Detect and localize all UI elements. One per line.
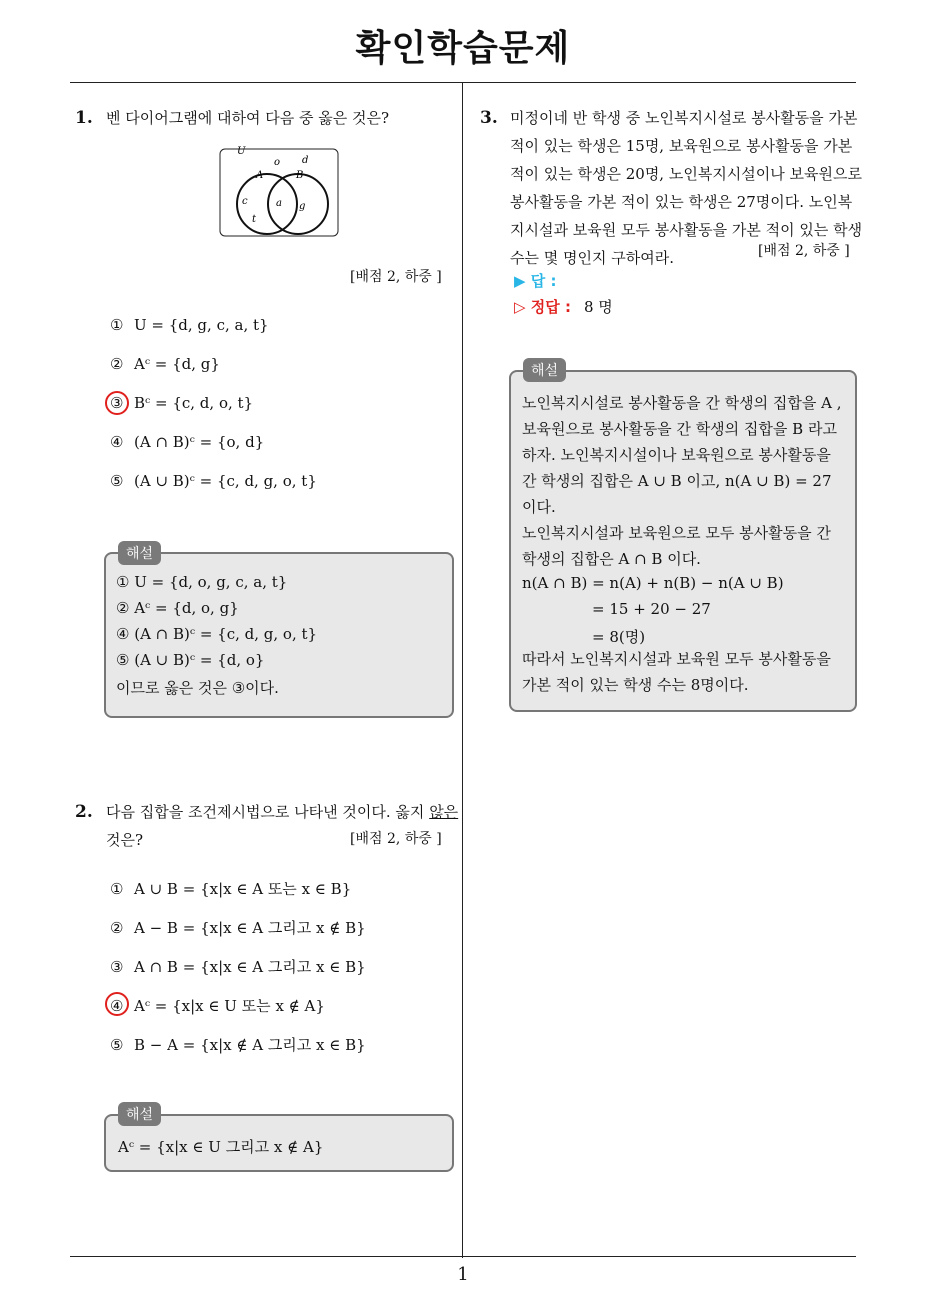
q1-choice-2[interactable] [110,355,220,373]
choice-text: A − B = {x|x ∈ A 그리고 x ∉ B} [134,919,366,937]
choice-number: ① [110,316,124,334]
q1-choice-4[interactable] [110,433,264,451]
venn-label-a-set: A [256,170,264,181]
choice-number: ② [110,355,124,373]
q2-text-line2: 것은? [106,831,144,849]
q3-explanation-line: 이다. [522,498,556,516]
q2-explanation-tag: 해설 [118,1102,161,1126]
q3-explanation-line: 하자. 노인복지시설이나 보육원으로 봉사활동을 [522,446,831,464]
choice-number: ① [110,880,124,898]
q3-score: [배점 2, 하중 ] [758,243,850,259]
q3-text-line: 수는 몇 명인지 구하여라. [510,249,674,267]
venn-label-u: U [237,146,246,157]
page-number: 1 [457,1264,469,1285]
q1-explanation-line: ① U = {d, o, g, c, a, t} [116,573,288,591]
q3-text-line: 적이 있는 학생은 15명, 보육원으로 봉사활동을 가본 [510,137,853,155]
q1-explanation-line: ② Aᶜ = {d, o, g} [116,599,239,617]
choice-number: ⑤ [110,472,124,490]
choice-text: B − A = {x|x ∉ A 그리고 x ∈ B} [134,1036,366,1054]
q3-text-line: 미정이네 반 학생 중 노인복지시설로 봉사활동을 가본 [510,109,858,127]
q1-text: 벤 다이어그램에 대하여 다음 중 옳은 것은? [106,109,389,127]
q2-explanation-line: Aᶜ = {x|x ∈ U 그리고 x ∉ A} [118,1138,324,1156]
correct-answer-label: ▷ 정답 : [514,298,571,316]
q2-choice-4[interactable] [110,995,325,1016]
answer-mark-circle [105,391,129,415]
q1-choice-3[interactable] [110,394,253,412]
q1-choice-5[interactable] [110,472,317,490]
q3-explanation-line: 학생의 집합은 A ∩ B 이다. [522,550,701,568]
q1-score: [배점 2, 하중 ] [350,269,442,285]
q3-explanation-line: 노인복지시설과 보육원으로 모두 봉사활동을 간 [522,524,831,542]
q2-choice-2[interactable] [110,917,366,938]
q3-text-line: 적이 있는 학생은 20명, 노인복지시설이나 보육원으로 [510,165,862,183]
q1-explanation-line: 이므로 옳은 것은 ③이다. [116,679,279,697]
answer-input-label[interactable]: ▶ 답 : [514,272,557,290]
choice-text: Bᶜ = {c, d, o, t} [134,394,254,412]
venn-label-b-set: B [296,170,304,181]
footer-rule [70,1256,856,1257]
q3-explanation-line: = 15 + 20 − 27 [592,600,711,618]
q3-explanation-line: n(A ∩ B) = n(A) + n(B) − n(A ∪ B) [522,574,784,592]
venn-label-o: o [274,157,281,168]
q2-number: 2. [75,802,93,822]
venn-label-t: t [252,214,257,225]
q3-explanation-line: 노인복지시설로 봉사활동을 간 학생의 집합을 A , [522,394,842,412]
choice-number: ④ [110,997,124,1015]
venn-label-c: c [242,196,248,207]
choice-number: ③ [110,958,124,976]
q2-score: [배점 2, 하중 ] [350,831,442,847]
choice-text: Aᶜ = {x|x ∈ U 또는 x ∉ A} [134,997,325,1015]
q3-explanation-line: 따라서 노인복지시설과 보육원 모두 봉사활동을 [522,650,831,668]
q3-number: 3. [480,108,498,128]
venn-diagram [219,146,341,238]
q2-text-part: 다음 집합을 조건제시법으로 나타낸 것이다. 옳지 [106,803,430,821]
answer-mark-circle [105,992,129,1016]
q2-choice-1[interactable] [110,878,351,899]
header-rule [70,82,856,83]
choice-number: ④ [110,433,124,451]
q3-explanation-line: 보육원으로 봉사활동을 간 학생의 집합을 B 라고 [522,420,837,438]
choice-text: A ∩ B = {x|x ∈ A 그리고 x ∈ B} [134,958,366,976]
q1-number: 1. [75,108,93,128]
q2-choice-5[interactable] [110,1034,366,1055]
venn-label-d: d [302,155,309,166]
venn-label-a: a [276,198,282,209]
correct-answer-value: 8 명 [584,298,613,316]
q3-explanation-line: 간 학생의 집합은 A ∪ B 이고, n(A ∪ B) = 27 [522,472,832,490]
q2-choice-3[interactable] [110,956,366,977]
choice-text: (A ∪ B)ᶜ = {c, d, g, o, t} [134,472,317,490]
choice-number: ③ [110,394,124,412]
q1-explanation-tag: 해설 [118,541,161,565]
choice-text: U = {d, g, c, a, t} [134,316,269,334]
choice-text: Aᶜ = {d, g} [134,355,220,373]
choice-number: ② [110,919,124,937]
q3-text-line: 봉사활동을 가본 적이 있는 학생은 27명이다. 노인복 [510,193,853,211]
column-divider [462,83,463,1258]
q1-choice-1[interactable] [110,316,269,334]
venn-label-g: g [299,201,306,212]
q2-text-underlined: 않은 [429,803,459,821]
page-title: 확인학습문제 [355,28,571,69]
choice-text: A ∪ B = {x|x ∈ A 또는 x ∈ B} [134,880,352,898]
choice-number: ⑤ [110,1036,124,1054]
q3-explanation-line: 가본 적이 있는 학생 수는 8명이다. [522,676,749,694]
q2-text [106,798,458,826]
q1-explanation-line: ⑤ (A ∪ B)ᶜ = {d, o} [116,651,265,669]
q1-explanation-line: ④ (A ∩ B)ᶜ = {c, d, g, o, t} [116,625,318,643]
q3-text-line: 지시설과 보육원 모두 봉사활동을 가본 적이 있는 학생 [510,221,863,239]
choice-text: (A ∩ B)ᶜ = {o, d} [134,433,265,451]
q3-explanation-tag: 해설 [523,358,566,382]
q3-explanation-line: = 8(명) [592,628,646,646]
